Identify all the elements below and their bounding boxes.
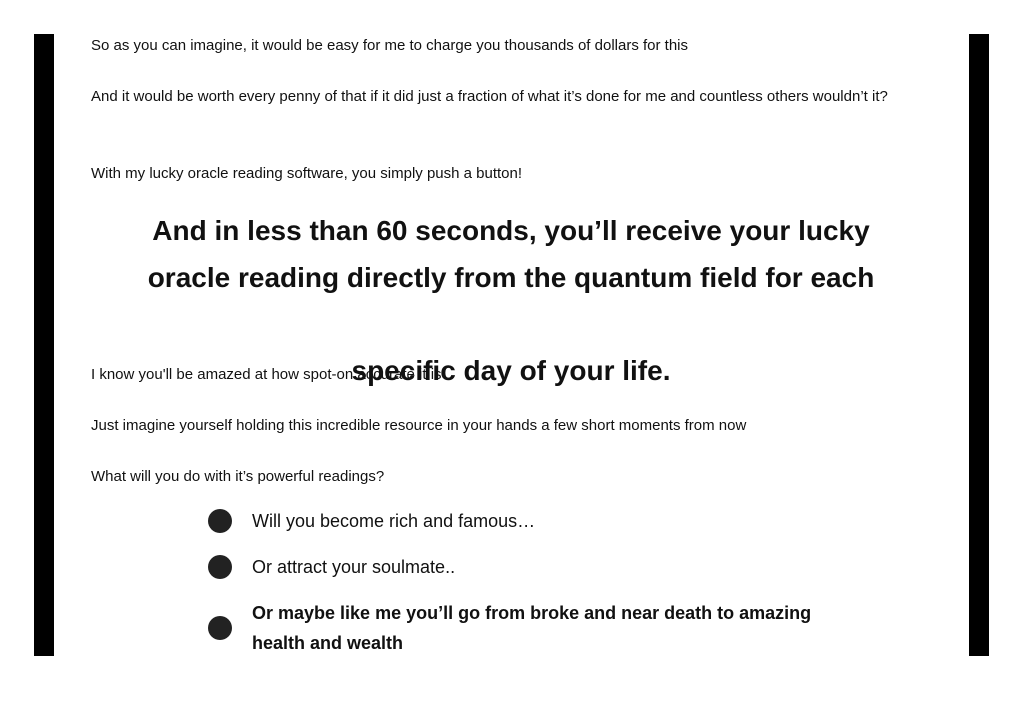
bullet-dot-icon xyxy=(208,509,232,533)
list-item xyxy=(208,598,828,658)
headline-line-2: oracle reading directly from the quantum field for each xyxy=(147,262,875,293)
left-black-border xyxy=(34,34,54,656)
bullet-text: Or maybe like me you’ll go from broke and near death to amazing health and wealth xyxy=(252,603,812,653)
list-item xyxy=(208,506,828,536)
paragraph-charge-thousands: So as you can imagine, it would be easy for me to charge you thousands of dollars for this xyxy=(91,37,688,54)
bullet-dot-icon xyxy=(208,616,232,640)
bullet-dot-icon xyxy=(208,555,232,579)
paragraph-push-button: With my lucky oracle reading software, you simply push a button! xyxy=(91,165,523,182)
paragraph-worth-every-penny: And it would be worth every penny of that if it did just a fraction of what it’s done for me and countless others wouldn’t it? xyxy=(91,88,888,105)
headline-line-3: specific day of your life. xyxy=(351,355,671,386)
paragraph-imagine-resource: Just imagine yourself holding this incredible resource in your hands a few short moments from now xyxy=(91,417,747,434)
right-black-border xyxy=(969,34,989,656)
bullet-text: Will you become rich and famous… xyxy=(252,511,536,531)
list-item xyxy=(208,552,828,582)
paragraph-what-will-you-do: What will you do with it’s powerful readings? xyxy=(91,468,385,485)
bullet-text: Or attract your soulmate.. xyxy=(252,557,456,577)
headline-line-1: And in less than 60 seconds, you’ll receive your lucky xyxy=(152,215,870,246)
paragraph-amazed-accurate: I know you'll be amazed at how spot-on accurate it is xyxy=(91,366,442,383)
